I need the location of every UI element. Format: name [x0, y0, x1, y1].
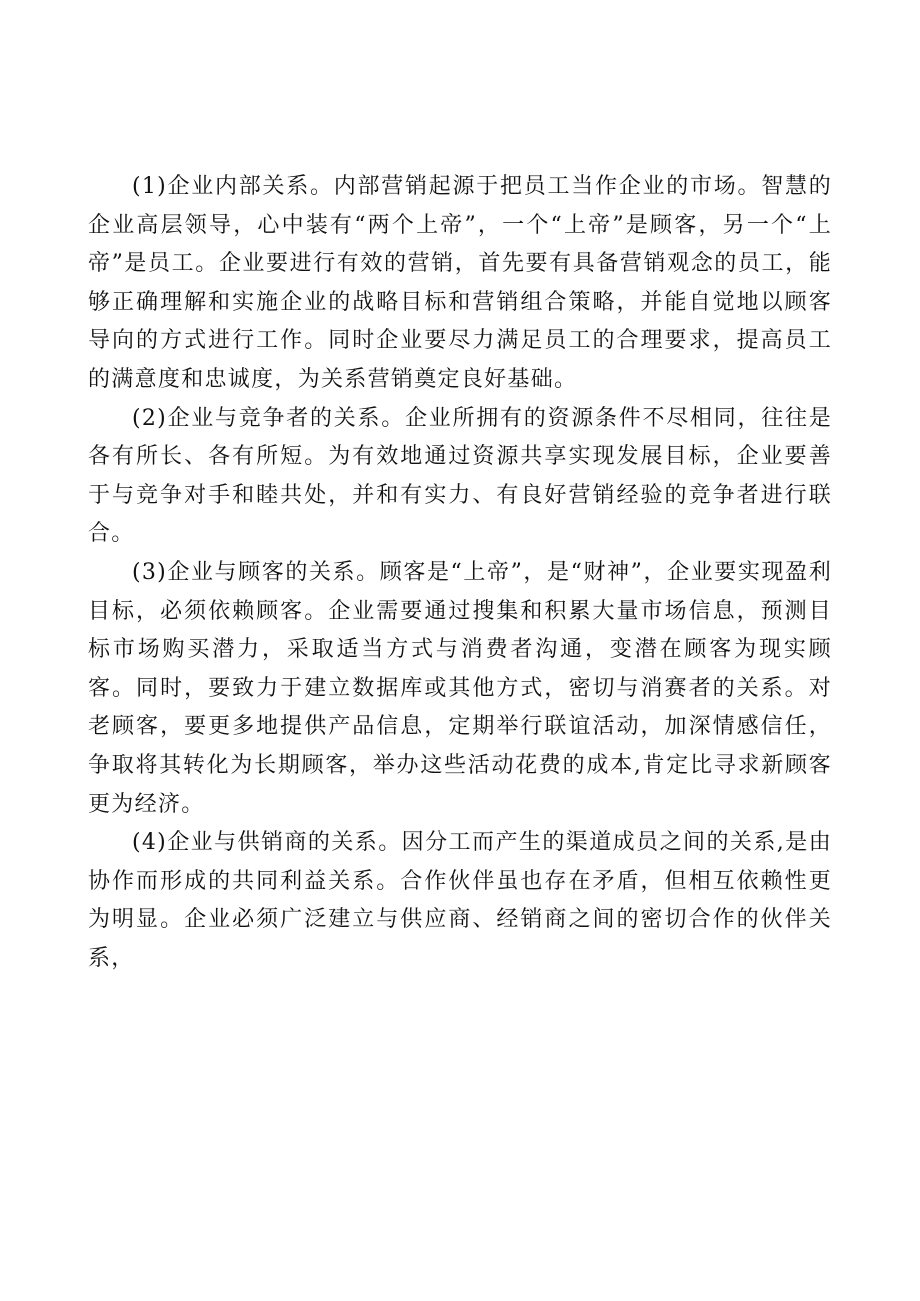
document-body — [88, 168, 832, 978]
paragraph-supplier-relations: (4)企业与供销商的关系。因分工而产生的渠道成员之间的关系,是由协作而形成的共同利益关系。合作伙伴虽也存在矛盾，但相互依赖性更为明显。企业必须广泛建立与供应商、经销商之间的密切合作的伙伴关系， — [88, 830, 832, 971]
paragraph-customer-relations: (3)企业与顾客的关系。顾客是“上帝”，是“财神”，企业要实现盈利目标，必须依赖顾客。企业需要通过搜集和积累大量市场信息，预测目标市场购买潜力，采取适当方式与消费者沟通，变潜在顾客为现实顾客。同时，要致力于建立数据库或其他方式，密切与消赛者的关系。对老顾客，要更多地提供产品信息，定期举行联谊活动，加深情感信任，争取将其转化为长期顾客，举办这些活动花费的成本,肯定比寻求新顾客更为经济。 — [88, 559, 832, 817]
paragraph-competitor-relations: (2)企业与竞争者的关系。企业所拥有的资源条件不尽相同，往往是各有所长、各有所短。为有效地通过资源共享实现发展目标，企业要善于与竞争对手和睦共处，并和有实力、有良好营销经验的竞争者进行联合。 — [88, 405, 832, 547]
paragraph-internal-relations: (1)企业内部关系。内部营销起源于把员工当作企业的市场。智慧的企业高层领导，心中装有“两个上帝”，一个“上帝”是顾客，另一个“上帝”是员工。企业要进行有效的营销，首先要有具备营销观念的员工，能够正确理解和实施企业的战略目标和营销组合策略，并能自觉地以顾客导向的方式进行工作。同时企业要尽力满足员工的合理要求，提高员工的满意度和忠诚度，为关系营销奠定良好基础。 — [88, 174, 832, 392]
